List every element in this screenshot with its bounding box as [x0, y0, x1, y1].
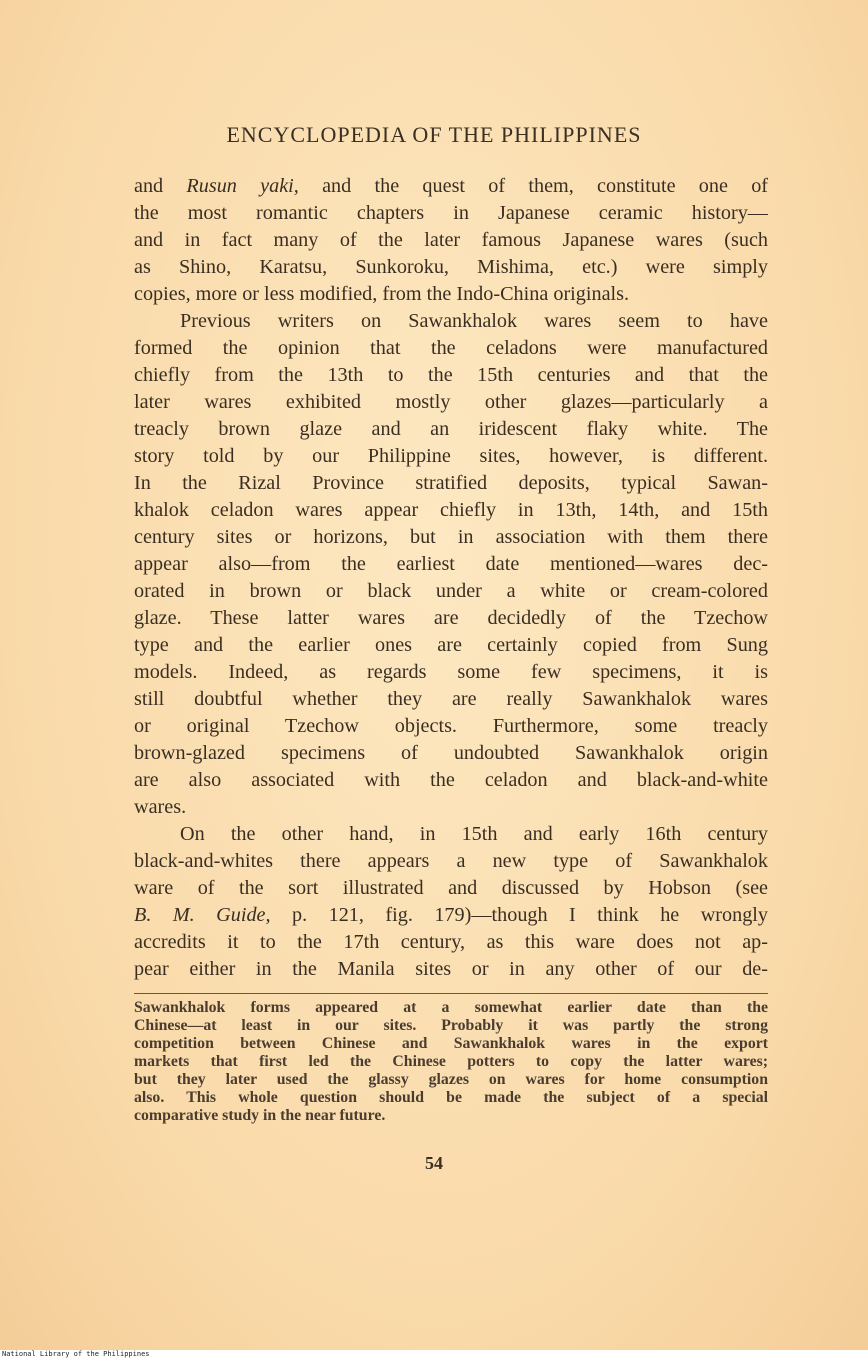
text-span: and: [134, 175, 187, 197]
footnote-line: but they later used the glassy glazes on wares for home consumption: [134, 1071, 768, 1088]
body-line: type and the earlier ones are certainly copied from Sung: [134, 634, 768, 656]
italic-citation: B. M. Guide,: [134, 904, 271, 926]
footnote-line: Chinese—at least in our sites. Probably it was partly the strong: [134, 1017, 768, 1034]
body-line: still doubtful whether they are really Sawankhalok wares: [134, 688, 768, 710]
body-line: orated in brown or black under a white or cream-colored: [134, 580, 768, 602]
body-line: pear either in the Manila sites or in any other of our de-: [134, 958, 768, 980]
body-line: accredits it to the 17th century, as this ware does not ap-: [134, 931, 768, 953]
body-line: story told by our Philippine sites, however, is different.: [134, 445, 768, 467]
body-line: copies, more or less modified, from the Indo-China originals.: [134, 283, 630, 305]
body-line: appear also—from the earliest date mentioned—wares dec-: [134, 553, 768, 575]
page-number: 54: [425, 1153, 443, 1173]
body-line: or original Tzechow objects. Furthermore, some treacly: [134, 715, 768, 737]
body-line: century sites or horizons, but in association with them there: [134, 526, 768, 548]
scan-credit: National Library of the Philippines: [2, 1350, 150, 1358]
body-line: [134, 173, 768, 200]
footnote-line: markets that first led the Chinese potters to copy the latter wares;: [134, 1053, 768, 1070]
footnote-line: comparative study in the near future.: [134, 1107, 386, 1124]
body-line: In the Rizal Province stratified deposits, typical Sawan-: [134, 472, 768, 494]
body-line: khalok celadon wares appear chiefly in 13th, 14th, and 15th: [134, 499, 768, 521]
body-line: are also associated with the celadon and black-and-white: [134, 769, 768, 791]
text-span: and the quest of them, constitute one of: [298, 175, 768, 197]
body-line: black-and-whites there appears a new type of Sawankhalok: [134, 850, 768, 872]
body-line: as Shino, Karatsu, Sunkoroku, Mishima, etc.) were simply: [134, 256, 768, 278]
body-text: [134, 173, 768, 983]
body-line: Previous writers on Sawankhalok wares seem to have: [180, 310, 768, 332]
footnote-line: Sawankhalok forms appeared at a somewhat earlier date than the: [134, 999, 768, 1016]
text-span: p. 121, fig. 179)—though I think he wrongly: [270, 904, 768, 926]
italic-term: Rusun yaki,: [186, 175, 299, 197]
body-line: the most romantic chapters in Japanese ceramic history—: [134, 202, 768, 224]
body-line: ware of the sort illustrated and discussed by Hobson (see: [134, 877, 768, 899]
body-line: chiefly from the 13th to the 15th centuries and that the: [134, 364, 768, 386]
body-line: treacly brown glaze and an iridescent flaky white. The: [134, 418, 768, 440]
running-header: ENCYCLOPEDIA OF THE PHILIPPINES: [226, 122, 642, 147]
body-line: wares.: [134, 796, 187, 818]
body-line: formed the opinion that the celadons were manufactured: [134, 337, 768, 359]
footnote-line: competition between Chinese and Sawankhalok wares in the export: [134, 1035, 768, 1052]
body-line: brown-glazed specimens of undoubted Sawankhalok origin: [134, 742, 768, 764]
body-line: later wares exhibited mostly other glazes—particularly a: [134, 391, 768, 413]
body-line: glaze. These latter wares are decidedly of the Tzechow: [134, 607, 768, 629]
footnote-line: also. This whole question should be made the subject of a special: [134, 1089, 768, 1106]
body-line: models. Indeed, as regards some few specimens, it is: [134, 661, 768, 683]
footnote: [134, 999, 768, 1125]
footnote-divider: [134, 993, 768, 994]
body-line: and in fact many of the later famous Japanese wares (such: [134, 229, 768, 251]
body-line: [134, 902, 768, 929]
body-line: On the other hand, in 15th and early 16th century: [180, 823, 768, 845]
